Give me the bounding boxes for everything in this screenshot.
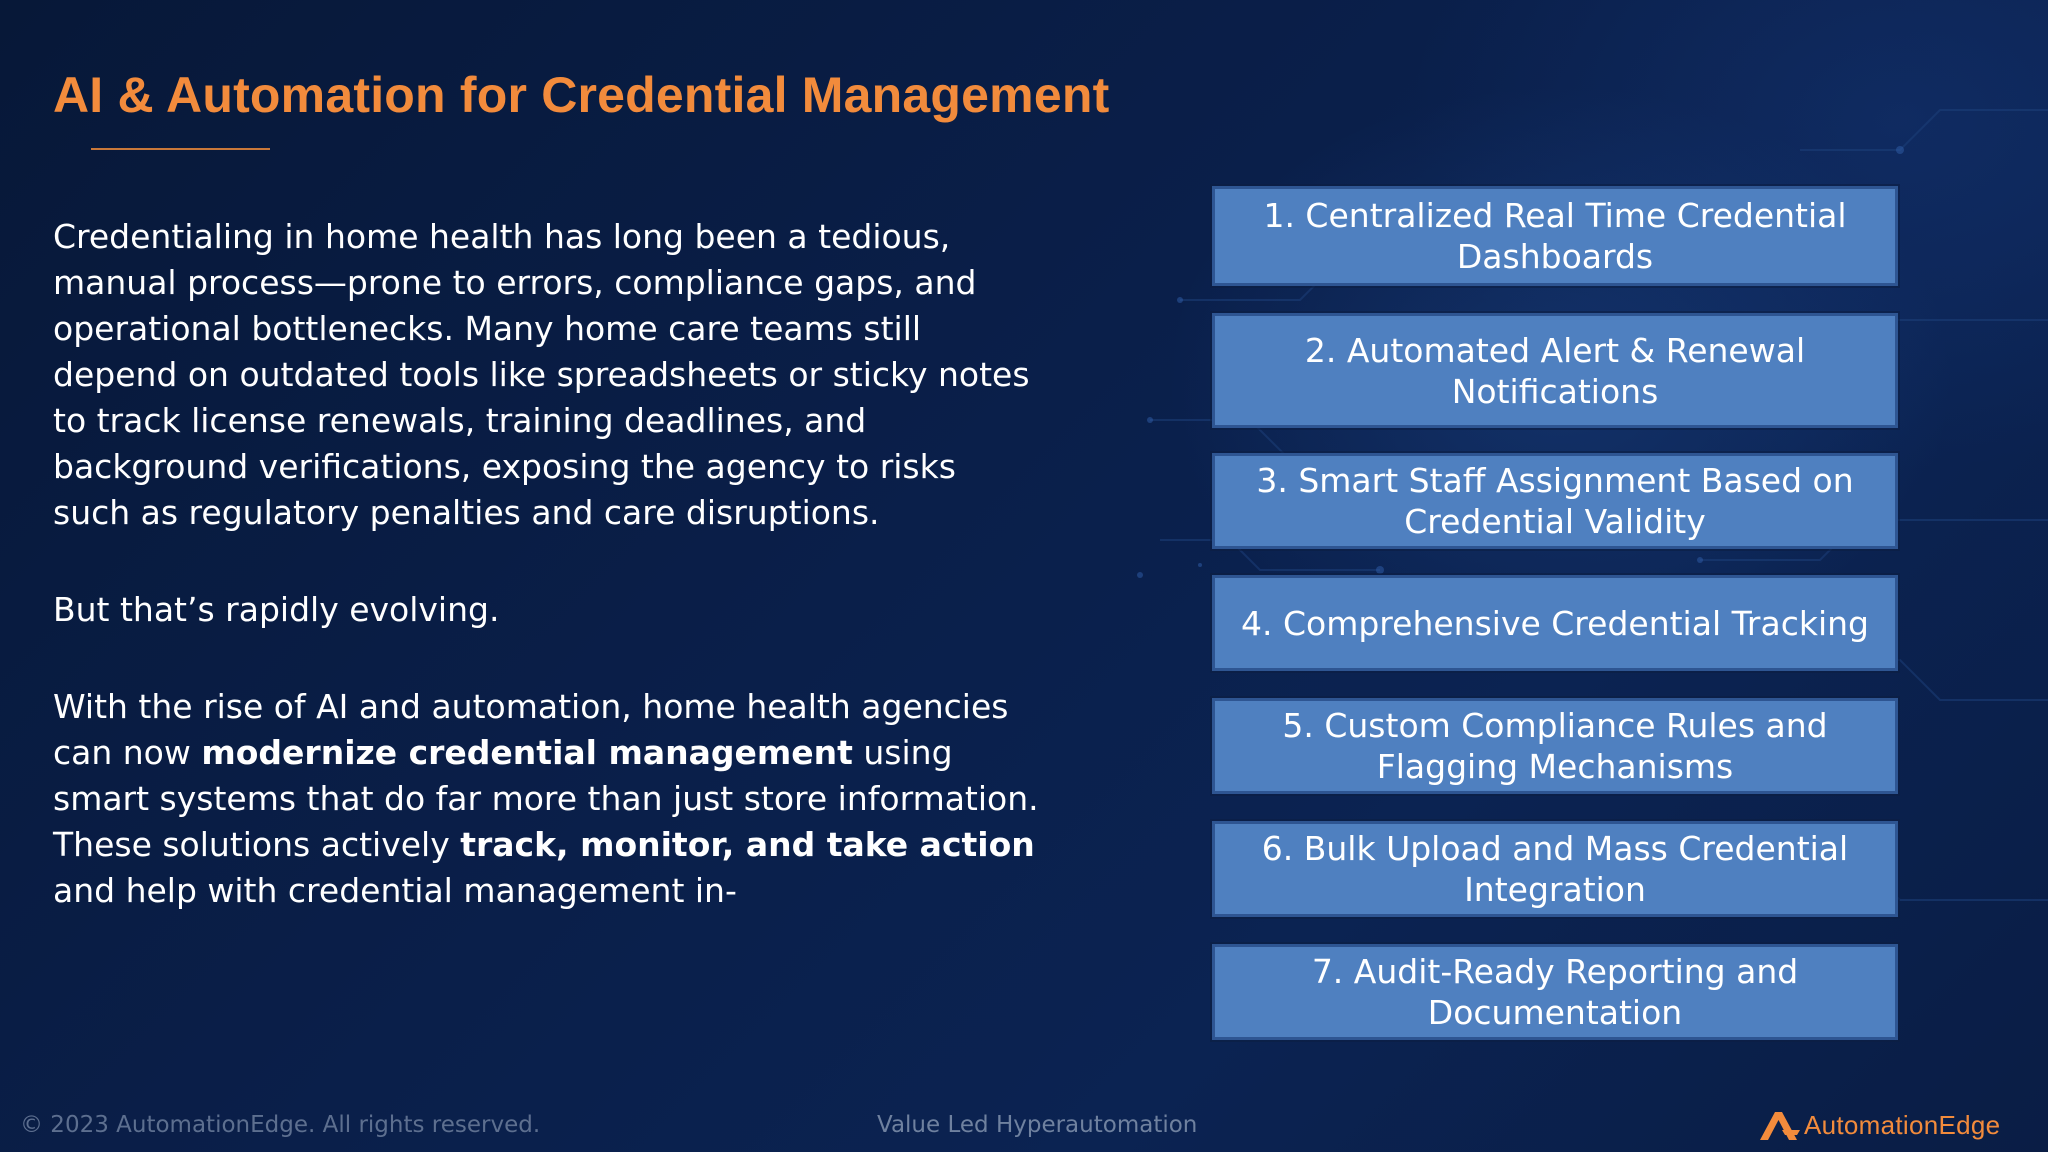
solution-text-3: and help with credential management in- — [53, 871, 737, 910]
feature-box-2: 2. Automated Alert & Renewal Notifications — [1212, 313, 1898, 428]
feature-box-5: 5. Custom Compliance Rules and Flagging Mechanisms — [1212, 698, 1898, 794]
solution-bold-2: track, monitor, and take action — [460, 825, 1035, 864]
solution-text-2: using smart systems that do far more than just store information. These solutions actively — [53, 733, 1039, 864]
solution-paragraph — [53, 684, 1043, 914]
transition-paragraph: But that’s rapidly evolving. — [53, 590, 500, 629]
feature-box-6: 6. Bulk Upload and Mass Credential Integration — [1212, 821, 1898, 917]
feature-box-7: 7. Audit-Ready Reporting and Documentation — [1212, 944, 1898, 1040]
feature-box-4: 4. Comprehensive Credential Tracking — [1212, 575, 1898, 671]
slide-title: AI & Automation for Credential Management — [53, 67, 1110, 123]
automationedge-logo-icon — [1758, 1108, 1802, 1142]
feature-box-3: 3. Smart Staff Assignment Based on Credential Validity — [1212, 453, 1898, 549]
body-text — [53, 214, 1043, 965]
brand-name: AutomationEdge — [1804, 1109, 2001, 1140]
intro-paragraph: Credentialing in home health has long been a tedious, manual process—prone to errors, compliance gaps, and operational bottlenecks. Many home care teams still depend on outdated tools like spreadsheets or sticky notes to track license renewals, training deadlines, and background verifications, exposing the agency to risks such as regulatory penalties and care disruptions. — [53, 217, 1030, 532]
footer-copyright: © 2023 AutomationEdge. All rights reserved. — [20, 1112, 541, 1138]
brand-logo — [1758, 1108, 2000, 1142]
solution-text-1: With the rise of AI and automation, home health agencies can now — [53, 687, 1009, 772]
title-underline — [91, 148, 270, 150]
feature-box-1: 1. Centralized Real Time Credential Dashboards — [1212, 186, 1898, 286]
solution-bold-1: modernize credential management — [201, 733, 853, 772]
footer-tagline: Value Led Hyperautomation — [877, 1112, 1198, 1138]
